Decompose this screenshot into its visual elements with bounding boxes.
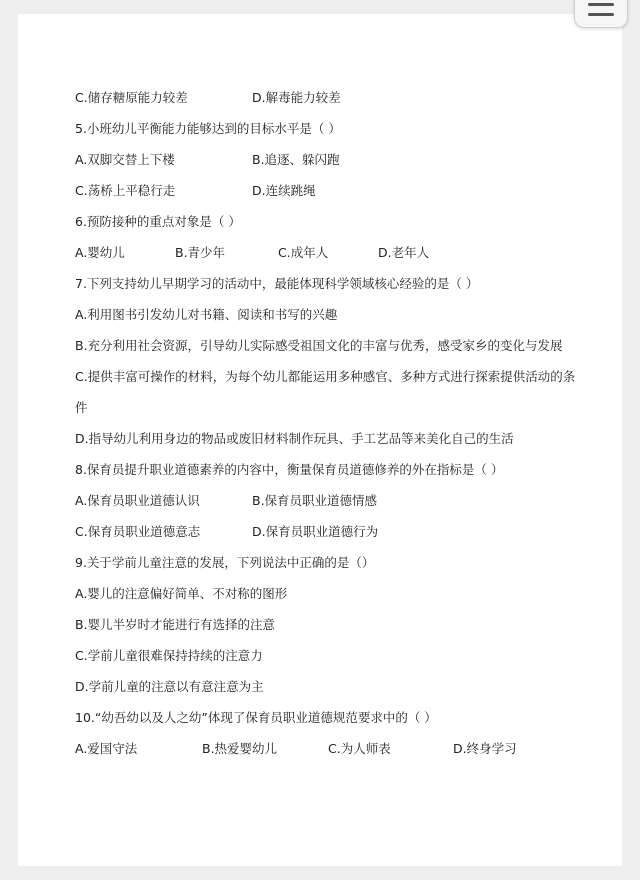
hamburger-icon xyxy=(588,3,614,6)
q5-option-a: A.双脚交替上下楼 xyxy=(75,152,175,167)
q7-option-b: B.充分利用社会资源，引导幼儿实际感受祖国文化的丰富与优秀，感受家乡的变化与发展 xyxy=(75,338,563,353)
question-5: 5.小班幼儿平衡能力能够达到的目标水平是（ ） xyxy=(75,121,341,136)
q10-option-d: D.终身学习 xyxy=(453,741,517,756)
q10-option-b: B.热爱婴幼儿 xyxy=(202,741,278,756)
q8-option-c: C.保育员职业道德意志 xyxy=(75,524,201,539)
q7-option-c-cont: 件 xyxy=(75,400,88,415)
q8-option-a: A.保育员职业道德认识 xyxy=(75,493,200,508)
menu-button[interactable] xyxy=(574,0,628,28)
question-7: 7.下列支持幼儿早期学习的活动中，最能体现科学领域核心经验的是（ ） xyxy=(75,276,479,291)
q7-option-c: C.提供丰富可操作的材料，为每个幼儿都能运用多种感官、多种方式进行探索提供活动的条 xyxy=(75,369,576,384)
question-8: 8.保育员提升职业道德素养的内容中，衡量保育员道德修养的外在指标是（ ） xyxy=(75,462,504,477)
question-9: 9.关于学前儿童注意的发展，下列说法中正确的是（） xyxy=(75,555,375,570)
q8-option-d: D.保育员职业道德行为 xyxy=(252,524,379,539)
question-10: 10.“幼吾幼以及人之幼”体现了保育员职业道德规范要求中的（ ） xyxy=(75,710,437,725)
q10-option-c: C.为人师表 xyxy=(328,741,391,756)
q6-option-d: D.老年人 xyxy=(378,245,430,260)
q5-option-b: B.追逐、躲闪跑 xyxy=(252,152,340,167)
q9-option-c: C.学前儿童很难保持持续的注意力 xyxy=(75,648,263,663)
question-6: 6.预防接种的重点对象是（ ） xyxy=(75,214,241,229)
q10-option-a: A.爱国守法 xyxy=(75,741,138,756)
q9-option-d: D.学前儿童的注意以有意注意为主 xyxy=(75,679,264,694)
q7-option-d: D.指导幼儿利用身边的物品或废旧材料制作玩具、手工艺品等来美化自己的生活 xyxy=(75,431,514,446)
q6-option-c: C.成年人 xyxy=(278,245,329,260)
q9-option-a: A.婴儿的注意偏好简单、不对称的图形 xyxy=(75,586,288,601)
q5-option-c: C.荡桥上平稳行走 xyxy=(75,183,176,198)
q9-option-b: B.婴儿半岁时才能进行有选择的注意 xyxy=(75,617,276,632)
hamburger-icon-bar xyxy=(588,13,614,16)
option-c-prev: C.储存糖原能力较差 xyxy=(75,90,188,105)
q6-option-b: B.青少年 xyxy=(175,245,226,260)
q6-option-a: A.婴幼儿 xyxy=(75,245,125,260)
option-d-prev: D.解毒能力较差 xyxy=(252,90,341,105)
q8-option-b: B.保育员职业道德情感 xyxy=(252,493,378,508)
q7-option-a: A.利用图书引发幼儿对书籍、阅读和书写的兴趣 xyxy=(75,307,338,322)
q5-option-d: D.连续跳绳 xyxy=(252,183,316,198)
